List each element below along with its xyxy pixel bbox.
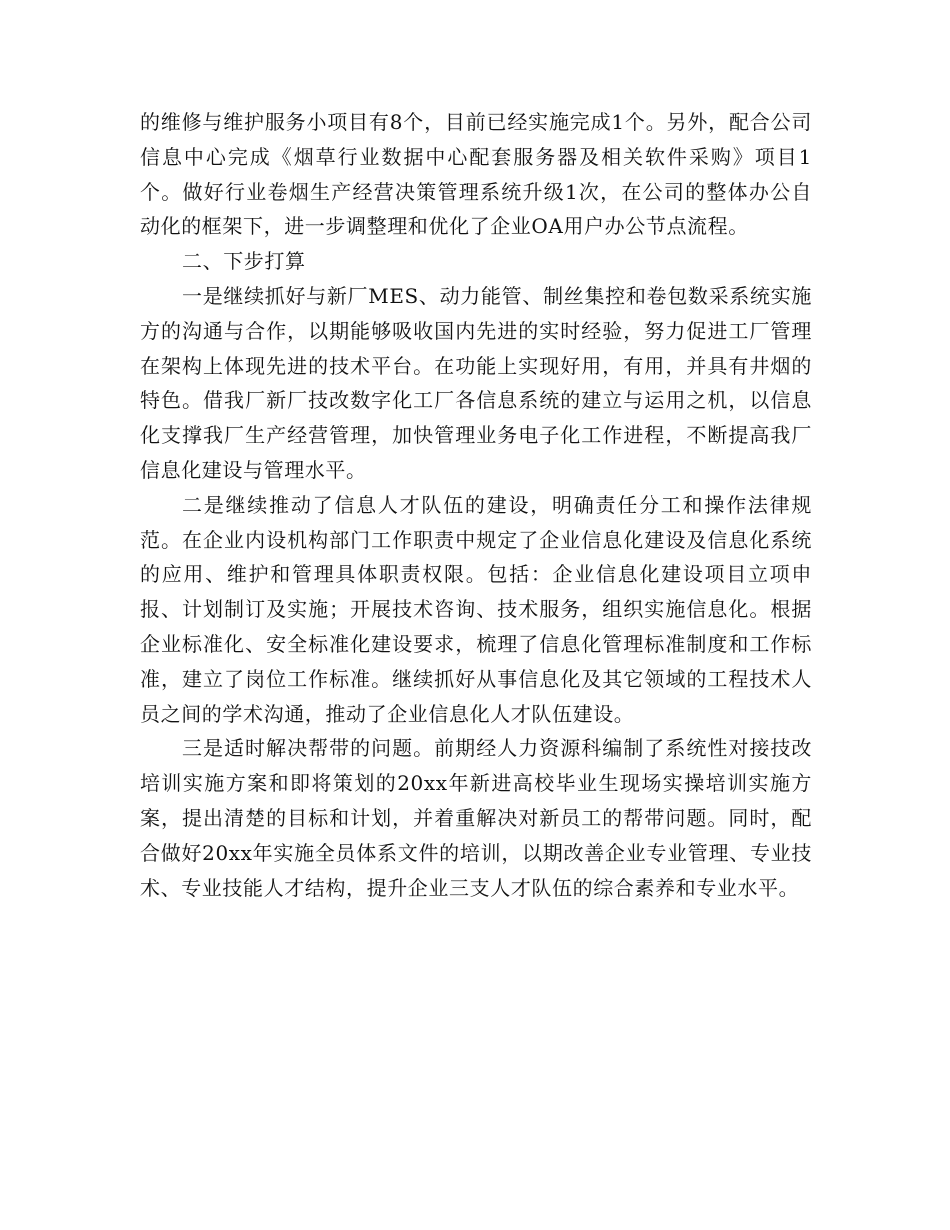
paragraph-plan-two: 二是继续推动了信息人才队伍的建设，明确责任分工和操作法律规范。在企业内设机构部门工作职责中规定了企业信息化建设及信息化系统的应用、维护和管理具体职责权限。包括：企业信息化建设项目立项申报、计划制订及实施；开展技术咨询、技术服务，组织实施信息化。根据企业标准化、安全标准化建设要求，梳理了信息化管理标准制度和工作标准，建立了岗位工作标准。继续抓好从事信息化及其它领域的工程技术人员之间的学术沟通，推动了企业信息化人才队伍建设。	[140, 492, 812, 726]
paragraph-continuation: 的维修与维护服务小项目有8个，目前已经实施完成1个。另外，配合公司信息中心完成《烟草行业数据中心配套服务器及相关软件采购》项目1个。做好行业卷烟生产经营决策管理系统升级1次，在公司的整体办公自动化的框架下，进一步调整理和优化了企业OA用户办公节点流程。	[140, 110, 812, 239]
paragraph-plan-one: 一是继续抓好与新厂MES、动力能管、制丝集控和卷包数采系统实施方的沟通与合作，以期能够吸收国内先进的实时经验，努力促进工厂管理在架构上体现先进的技术平台。在功能上实现好用，有用，并具有井烟的特色。借我厂新厂技改数字化工厂各信息系统的建立与运用之机，以信息化支撑我厂生产经营管理，加快管理业务电子化工作进程，不断提高我厂信息化建设与管理水平。	[140, 283, 812, 482]
document-body	[140, 105, 812, 905]
section-heading: 二、下步打算	[182, 249, 306, 274]
paragraph-plan-three: 三是适时解决帮带的问题。前期经人力资源科编制了系统性对接技改培训实施方案和即将策划的20xx年新进高校毕业生现场实操培训实施方案，提出清楚的目标和计划，并着重解决对新员工的帮带问题。同时，配合做好20xx年实施全员体系文件的培训，以期改善企业专业管理、专业技术、专业技能人才结构，提升企业三支人才队伍的综合素养和专业水平。	[140, 736, 812, 900]
